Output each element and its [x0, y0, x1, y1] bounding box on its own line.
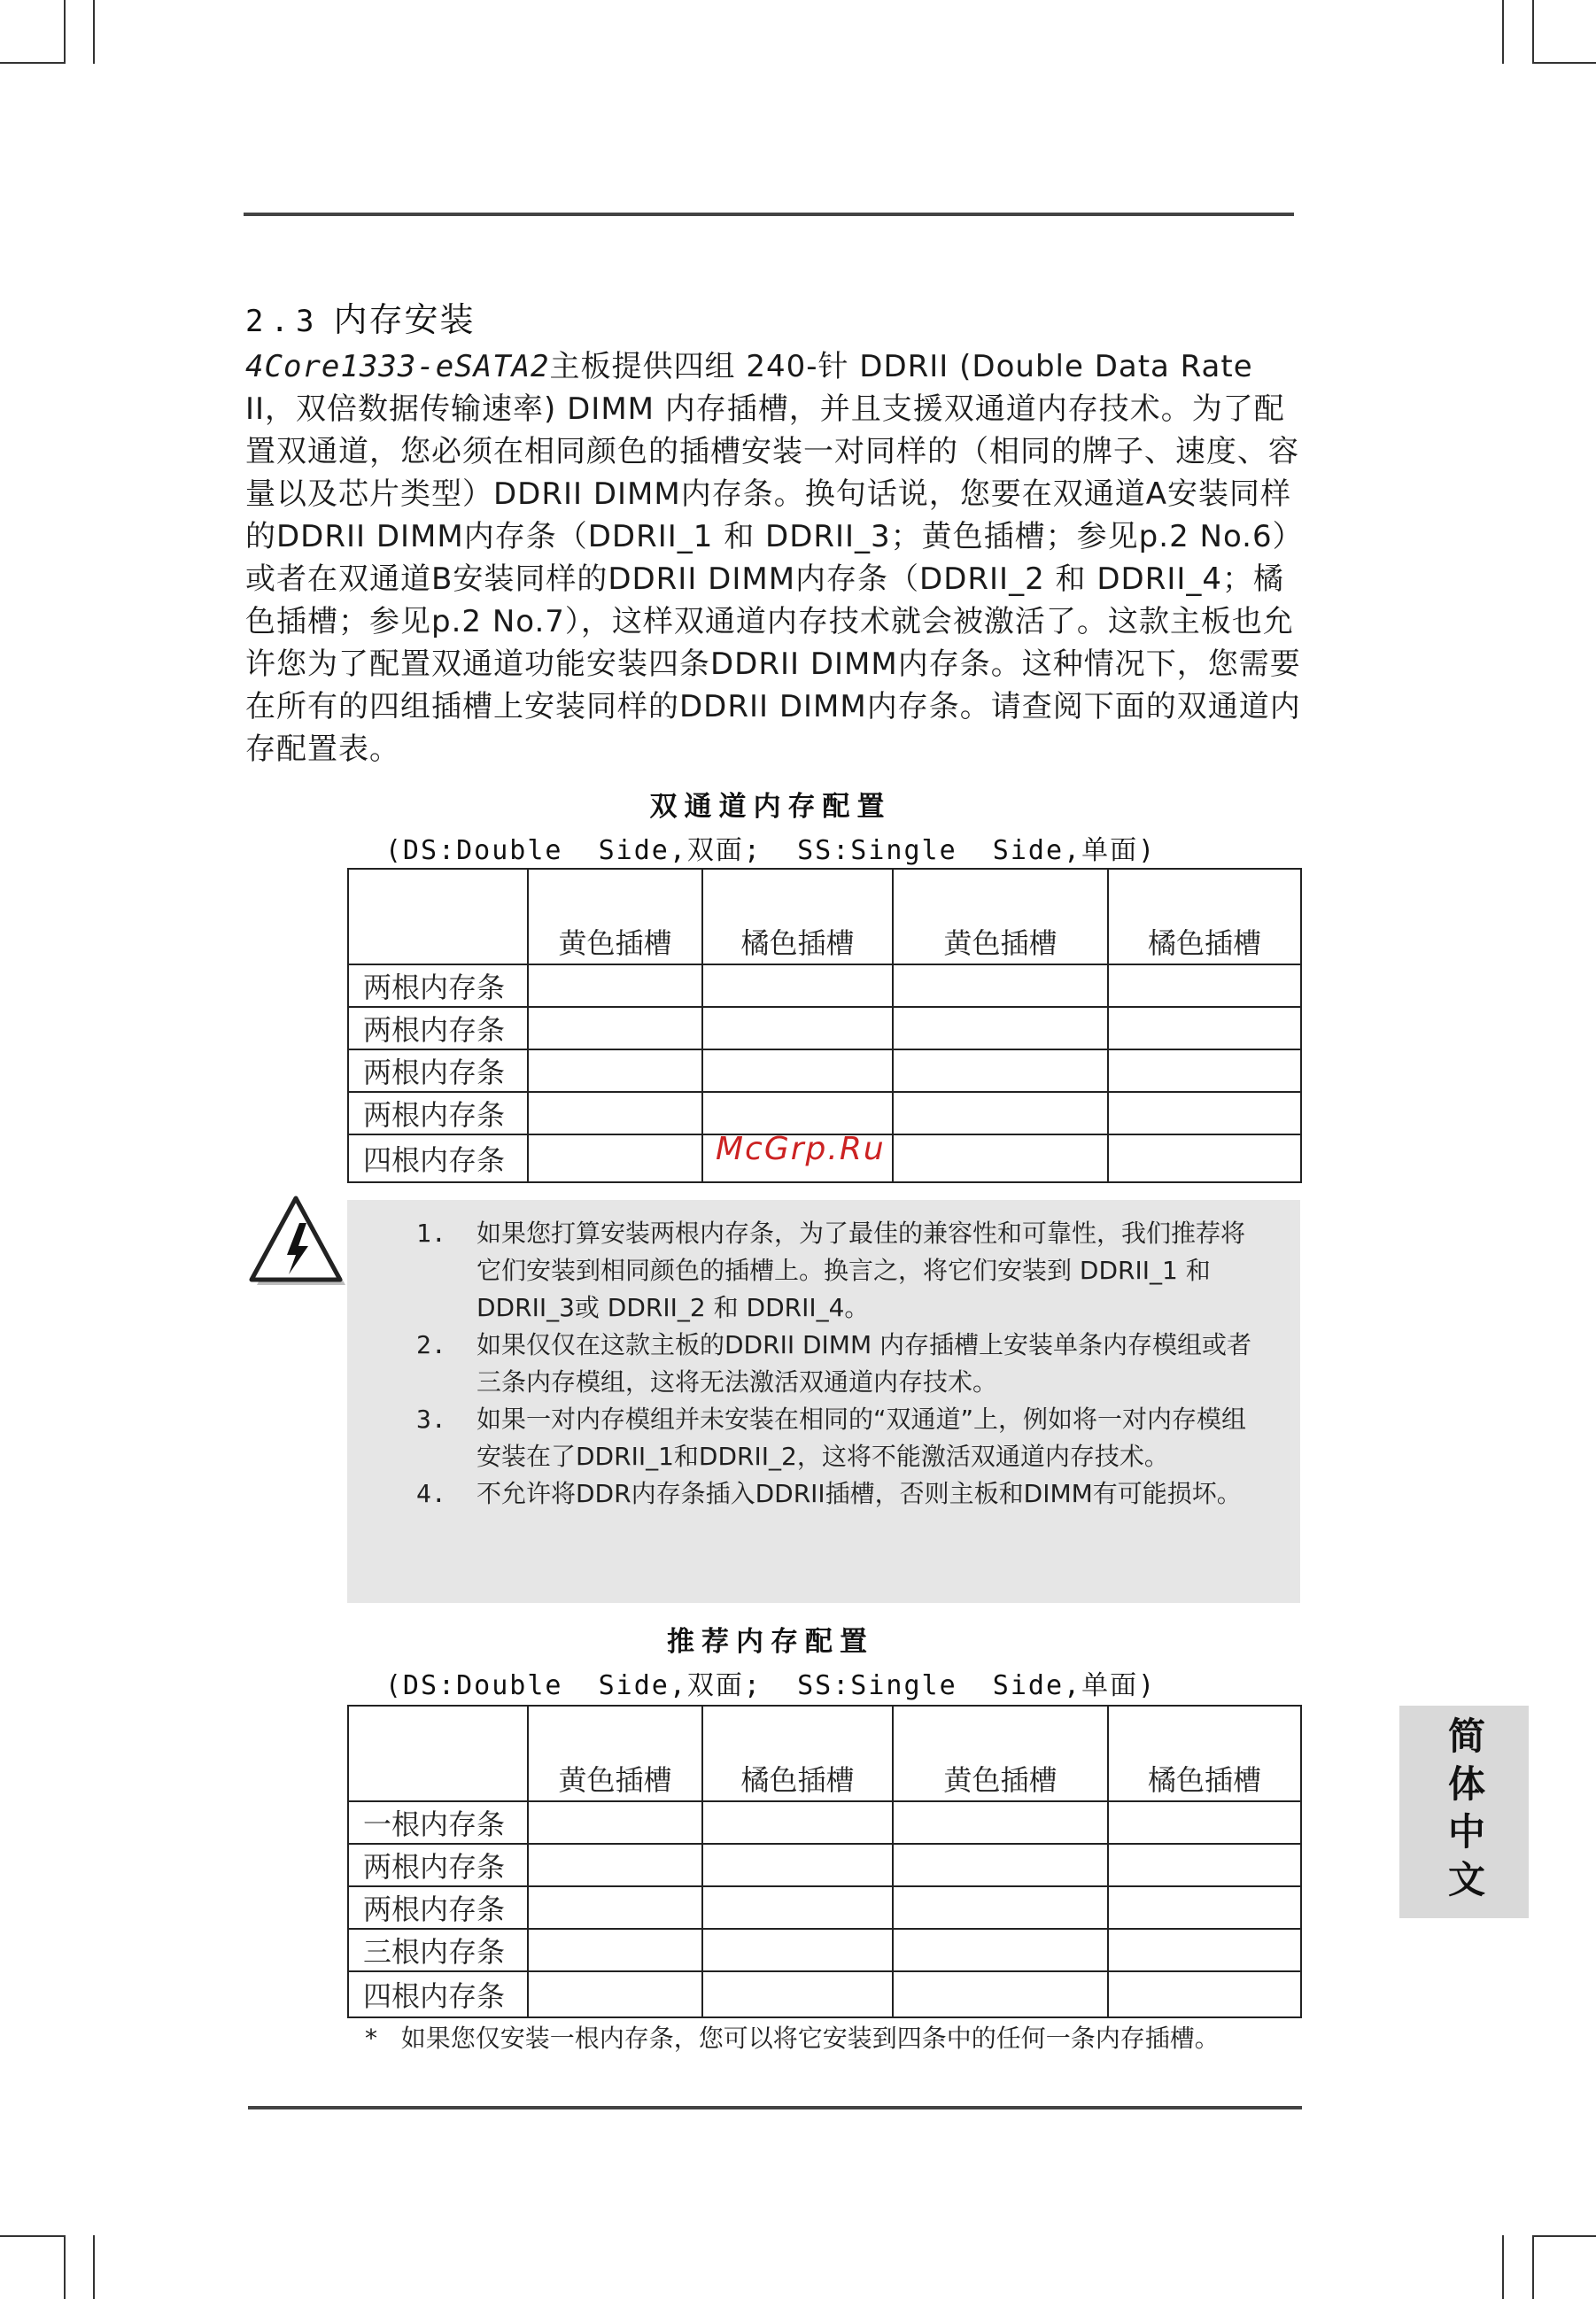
section-number: 2.3 — [245, 304, 322, 339]
row-label: 两根内存条 — [348, 1007, 528, 1049]
crop-mark — [1502, 0, 1504, 64]
table-corner-cell — [348, 1706, 528, 1801]
list-item — [416, 1327, 1267, 1401]
table-cell — [528, 1971, 702, 2017]
table-cell — [702, 1886, 893, 1929]
footer-rule — [248, 2106, 1302, 2109]
list-item — [416, 1215, 1267, 1327]
table-cell — [528, 1801, 702, 1844]
note-text: 不允许将DDR内存条插入DDRII插槽，否则主板和DIMM有可能损坏。 — [476, 1479, 1242, 1508]
table-cell — [528, 964, 702, 1007]
table-cell — [1108, 1049, 1301, 1092]
crop-mark — [1532, 0, 1534, 64]
table-row — [348, 1971, 1301, 2017]
table-cell — [702, 1844, 893, 1886]
table-cell — [1108, 964, 1301, 1007]
table-cell — [893, 1007, 1108, 1049]
table-corner-cell — [348, 869, 528, 964]
section-heading — [245, 292, 476, 341]
crop-mark — [64, 2235, 66, 2299]
list-item — [416, 1475, 1267, 1513]
row-label: 两根内存条 — [348, 1092, 528, 1134]
row-label: 四根内存条 — [348, 1971, 528, 2017]
table2-title: 推荐内存配置 — [667, 1626, 874, 1658]
table-cell — [528, 1929, 702, 1971]
table-header-row — [348, 1706, 1301, 1801]
column-header: 黄色插槽 — [528, 1706, 702, 1801]
table1-title: 双通道内存配置 — [649, 791, 892, 823]
column-header: 黄色插槽 — [893, 1706, 1108, 1801]
row-label: 三根内存条 — [348, 1929, 528, 1971]
column-header: 橘色插槽 — [1108, 869, 1301, 964]
table-cell — [893, 1049, 1108, 1092]
list-item — [416, 1401, 1267, 1475]
column-header: 黄色插槽 — [893, 869, 1108, 964]
row-label: 两根内存条 — [348, 964, 528, 1007]
note-number: 2. — [416, 1330, 446, 1359]
table-cell — [893, 1886, 1108, 1929]
table-cell — [1108, 1886, 1301, 1929]
table-cell — [528, 1844, 702, 1886]
column-header: 橘色插槽 — [1108, 1706, 1301, 1801]
table1-subtitle: (DS:Double Side,双面; SS:Single Side,单面) — [384, 835, 1157, 866]
model-name: 4Core1333-eSATA2 — [245, 349, 550, 384]
table-cell — [893, 1092, 1108, 1134]
table2-subtitle: (DS:Double Side,双面; SS:Single Side,单面) — [384, 1670, 1157, 1701]
table-cell — [893, 1134, 1108, 1182]
crop-mark — [0, 2235, 64, 2237]
table-cell — [893, 964, 1108, 1007]
language-tab — [1399, 1706, 1529, 1918]
intro-paragraph — [245, 345, 1308, 770]
row-label: 一根内存条 — [348, 1801, 528, 1844]
note-number: 1. — [416, 1219, 446, 1248]
crop-mark — [64, 0, 66, 64]
table-cell — [528, 1134, 702, 1182]
table-row — [348, 964, 1301, 1007]
row-label: 两根内存条 — [348, 1844, 528, 1886]
crop-mark — [93, 2235, 95, 2299]
notes-list — [416, 1215, 1267, 1513]
note-text: 如果一对内存模组并未安装在相同的“双通道”上，例如将一对内存模组安装在了DDRII_1和DDRII_2，这将不能激活双通道内存技术。 — [476, 1405, 1247, 1471]
language-tab-label: 简体中文 — [1443, 1716, 1486, 1908]
row-label: 两根内存条 — [348, 1049, 528, 1092]
warning-icon — [243, 1193, 349, 1295]
footnote: * 如果您仅安装一根内存条，您可以将它安装到四条中的任何一条内存插槽。 — [365, 2024, 1220, 2053]
note-number: 4. — [416, 1479, 446, 1508]
table-cell — [702, 964, 893, 1007]
column-header: 橘色插槽 — [702, 1706, 893, 1801]
table-cell — [702, 1971, 893, 2017]
row-label: 两根内存条 — [348, 1886, 528, 1929]
header-rule — [244, 213, 1294, 216]
table-row — [348, 1844, 1301, 1886]
table-cell — [1108, 1007, 1301, 1049]
table-cell — [893, 1844, 1108, 1886]
table-cell — [702, 1929, 893, 1971]
table-cell — [702, 1092, 893, 1134]
table-cell — [702, 1007, 893, 1049]
note-text: 如果仅仅在这款主板的DDRII DIMM 内存插槽上安装单条内存模组或者三条内存模组，这将无法激活双通道内存技术。 — [476, 1330, 1252, 1397]
section-title: 内存安装 — [333, 300, 476, 339]
crop-mark — [1532, 2235, 1596, 2237]
table-cell — [1108, 1844, 1301, 1886]
note-text: 如果您打算安装两根内存条，为了最佳的兼容性和可靠性，我们推荐将它们安装到相同颜色的插槽上。换言之，将它们安装到 DDRII_1 和 DDRII_3或 DDRII_2 和 DDRII_4。 — [476, 1219, 1246, 1322]
table-cell — [893, 1929, 1108, 1971]
crop-mark — [1532, 62, 1596, 64]
table-cell — [528, 1007, 702, 1049]
crop-mark — [93, 0, 95, 64]
table-cell — [1108, 1092, 1301, 1134]
table-row — [348, 1886, 1301, 1929]
table-cell — [702, 1801, 893, 1844]
recommended-table — [347, 1705, 1302, 2018]
table-cell — [528, 1886, 702, 1929]
table-cell — [1108, 1134, 1301, 1182]
table-cell — [893, 1801, 1108, 1844]
table-row — [348, 1007, 1301, 1049]
row-label: 四根内存条 — [348, 1134, 528, 1182]
table-cell — [1108, 1971, 1301, 2017]
crop-mark — [1502, 2235, 1504, 2299]
column-header: 黄色插槽 — [528, 869, 702, 964]
table-cell — [528, 1049, 702, 1092]
table-row — [348, 1092, 1301, 1134]
table-cell — [1108, 1801, 1301, 1844]
intro-text: 主板提供四组 240-针 DDRII (Double Data Rate II，双倍数据传输速率) DIMM 内存插槽，并且支援双通道内存技术。为了配置双通道，您必须在相同颜色的插槽安装一对同样的（相同的牌子、速度、容量以及芯片类型）DDRII DIMM内存条。换句话说，您要在双通道A安装同样的DDRII DIMM内存条（DDRII_1 和 DDRII_3；黄色插槽；参见p.2 No.6）或者在双通道B安装同样的DDRII DIMM内存条（DDRII_2 和 DDRII_4；橘色插槽；参见p.2 No.7），这样双通道内存技术就会被激活了。这款主板也允许您为了配置双通道功能安装四条DDRII DIMM内存条。这种情况下，您需要在所有的四组插槽上安装同样的DDRII DIMM内存条。请查阅下面的双通道内存配置表。 — [245, 349, 1304, 767]
table-row — [348, 1049, 1301, 1092]
crop-mark — [0, 62, 64, 64]
crop-mark — [1532, 2235, 1534, 2299]
table-header-row — [348, 869, 1301, 964]
table-cell — [1108, 1929, 1301, 1971]
note-number: 3. — [416, 1405, 446, 1434]
table-cell — [528, 1092, 702, 1134]
table-row — [348, 1801, 1301, 1844]
watermark: McGrp.Ru — [716, 1131, 886, 1167]
table-cell — [702, 1049, 893, 1092]
table-row — [348, 1929, 1301, 1971]
column-header: 橘色插槽 — [702, 869, 893, 964]
table-cell — [893, 1971, 1108, 2017]
